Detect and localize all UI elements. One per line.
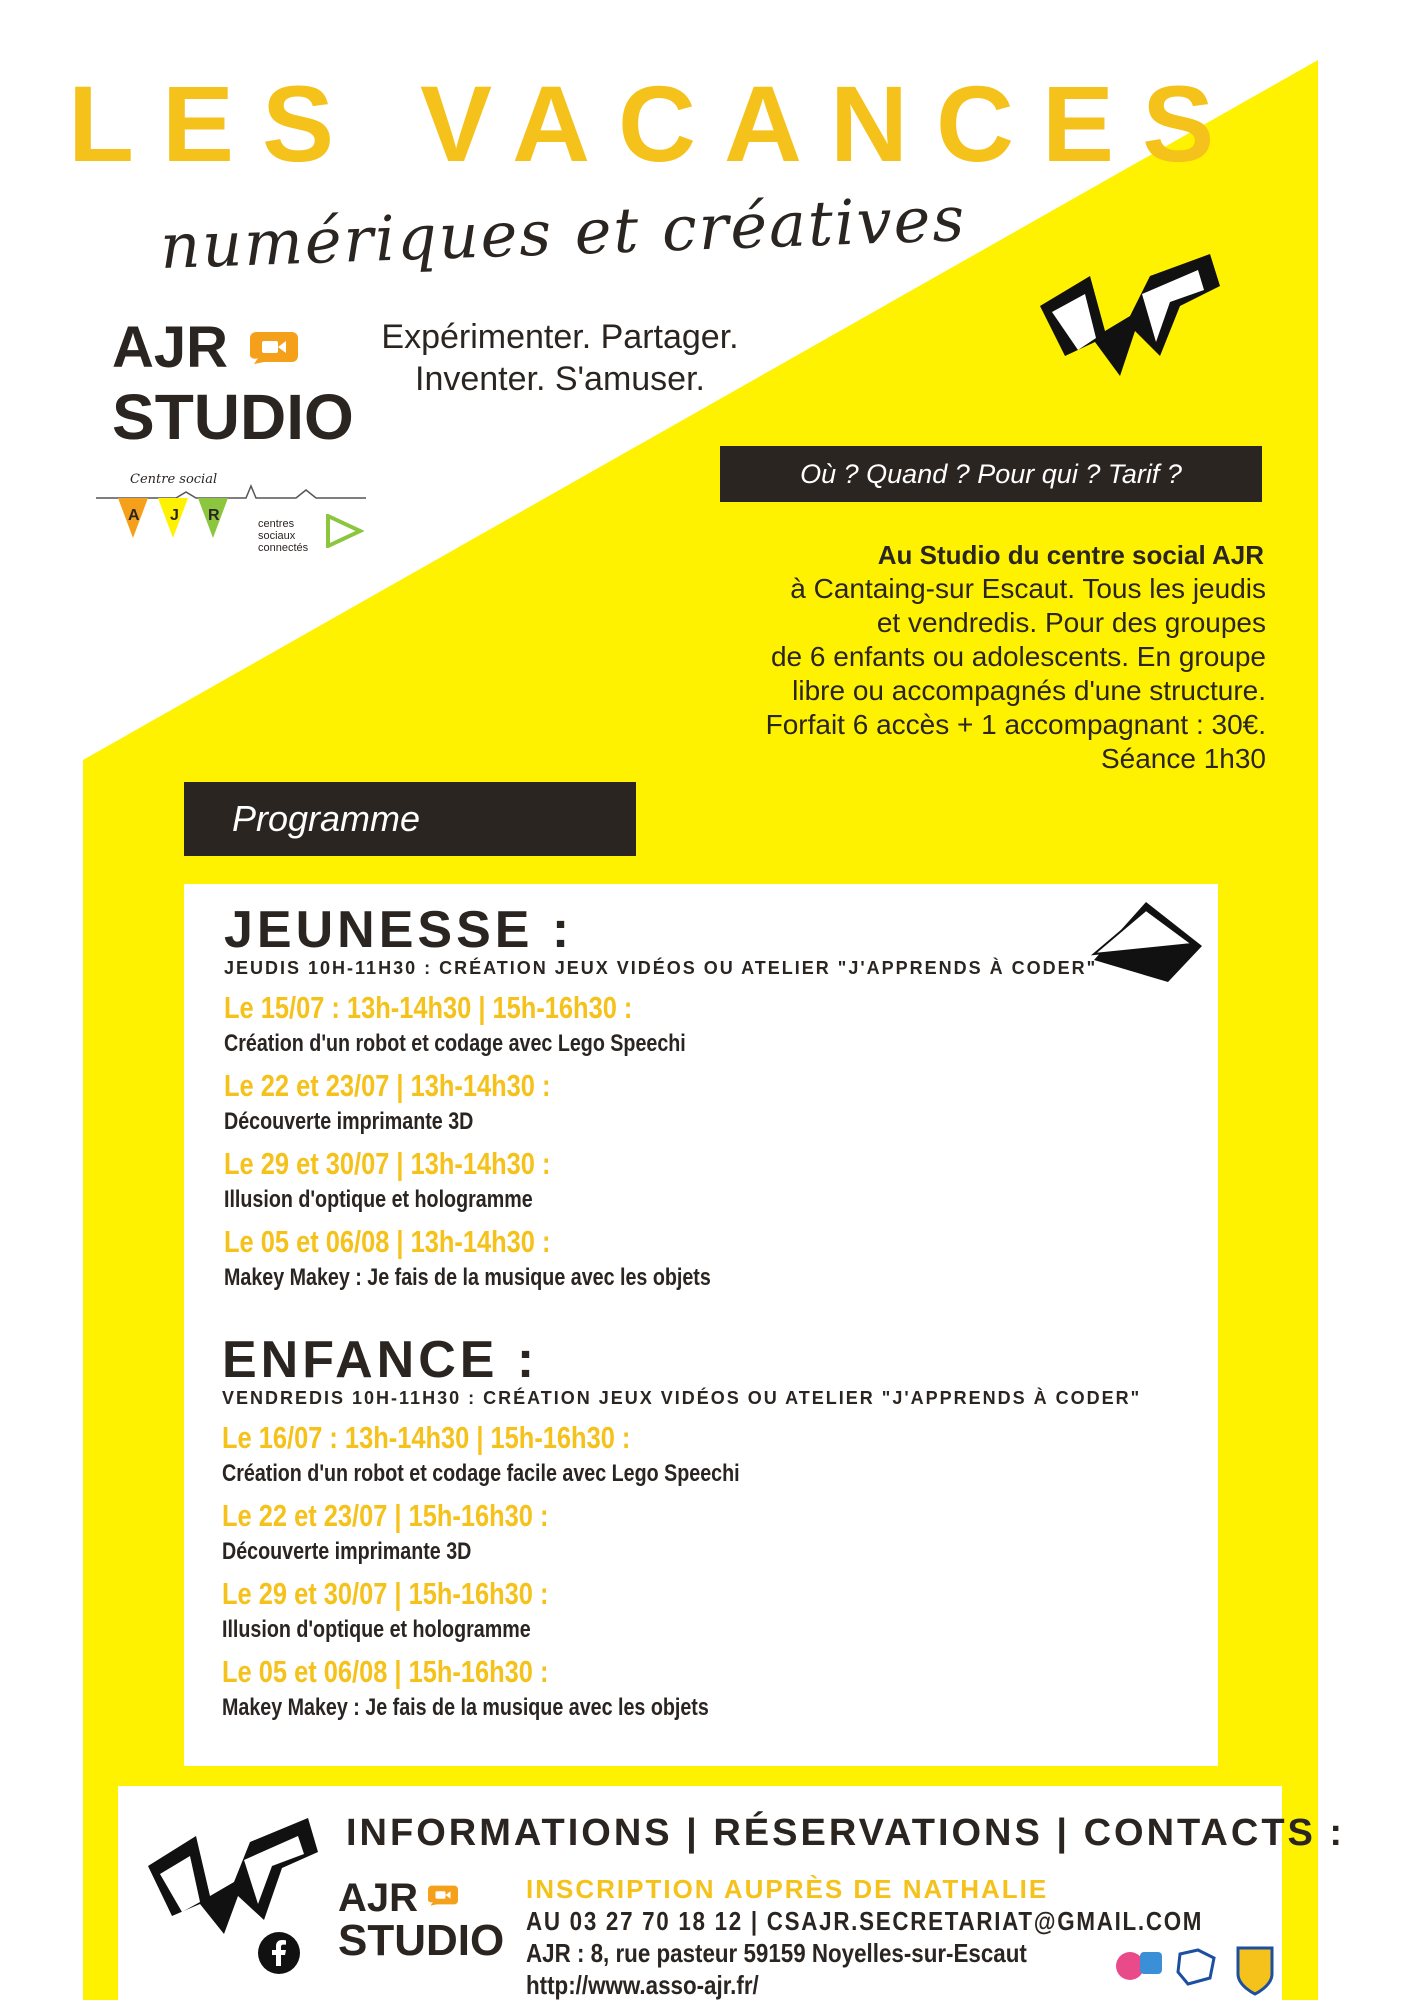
programme-panel [184, 884, 1218, 1766]
info-line: libre ou accompagnés d'une structure. [792, 675, 1266, 706]
svg-text:A: A [128, 507, 140, 524]
centres-sociaux-label: centres sociaux connectés [258, 518, 309, 554]
jeunesse-date: Le 29 et 30/07 | 13h-14h30 : [224, 1146, 551, 1181]
triangle-block-icon [1088, 898, 1204, 986]
enfance-desc: Illusion d'optique et hologramme [222, 1616, 531, 1643]
region-logo-icon [1178, 1950, 1214, 1984]
camera-bubble-icon [428, 1884, 458, 1906]
svg-text:J: J [170, 507, 179, 524]
footer-inscription: INSCRIPTION AUPRÈS DE NATHALIE [526, 1874, 1049, 1904]
jeunesse-date: Le 22 et 23/07 | 13h-14h30 : [224, 1068, 551, 1103]
info-line: et vendredis. Pour des groupes [876, 607, 1266, 638]
jeunesse-desc: Illusion d'optique et hologramme [224, 1186, 533, 1213]
page-subtitle: numériques et créatives [158, 181, 968, 284]
logo-ajr: AJR [112, 315, 229, 380]
info-line: Séance 1h30 [1100, 743, 1266, 774]
enfance-desc: Création d'un robot et codage facile avec Lego Speechi [222, 1460, 740, 1487]
partner-logos [1110, 1944, 1280, 1996]
programme-label: Programme [184, 782, 636, 856]
play-arrow-icon [324, 514, 364, 548]
jeunesse-desc: Makey Makey : Je fais de la musique avec les objets [224, 1264, 711, 1291]
enfance-date: Le 05 et 06/08 | 15h-16h30 : [222, 1654, 549, 1689]
centres-sociaux-logo [250, 510, 370, 558]
jeunesse-desc: Création d'un robot et codage avec Lego Speechi [224, 1030, 686, 1057]
enfance-heading: ENFANCE : [222, 1331, 539, 1389]
info-line: Forfait 6 accès + 1 accompagnant : 30€. [765, 709, 1266, 740]
info-heading: Au Studio du centre social AJR [877, 540, 1264, 570]
jeunesse-date: Le 05 et 06/08 | 13h-14h30 : [224, 1224, 551, 1259]
zigzag-block-icon [142, 1796, 322, 1936]
question-bar: Où ? Quand ? Pour qui ? Tarif ? [720, 446, 1262, 502]
info-text [626, 572, 1266, 776]
info-line: de 6 enfants ou adolescents. En groupe [770, 641, 1266, 672]
footer-title: INFORMATIONS | RÉSERVATIONS | CONTACTS : [346, 1812, 1346, 1854]
info-line: à Cantaing-sur Escaut. Tous les jeudis [790, 573, 1266, 604]
federation-logo-icon [1116, 1952, 1144, 1980]
zigzag-block-icon [1030, 246, 1230, 380]
enfance-date: Le 22 et 23/07 | 15h-16h30 : [222, 1498, 549, 1533]
tagline-line-1: Expérimenter. Partager. [381, 318, 739, 356]
logo-studio: STUDIO [112, 381, 354, 453]
enfance-subheading: VENDREDIS 10H-11H30 : CRÉATION JEUX VIDÉOS OU ATELIER "J'APPRENDS À CODER" [222, 1388, 1142, 1408]
footer-logo-studio: STUDIO [338, 1916, 505, 1965]
jeunesse-desc: Découverte imprimante 3D [224, 1108, 474, 1135]
tagline [360, 316, 760, 400]
footer-address: AJR : 8, rue pasteur 59159 Noyelles-sur-Escaut [526, 1938, 1027, 1968]
coat-of-arms-icon [1238, 1948, 1272, 1994]
facebook-icon[interactable] [258, 1932, 300, 1974]
enfance-desc: Découverte imprimante 3D [222, 1538, 472, 1565]
enfance-date: Le 16/07 : 13h-14h30 | 15h-16h30 : [222, 1420, 631, 1455]
tagline-line-2: Inventer. S'amuser. [415, 360, 705, 398]
footer-logo-ajr: AJR [338, 1876, 419, 1920]
jeunesse-subheading: JEUDIS 10H-11H30 : CRÉATION JEUX VIDÉOS OU ATELIER "J'APPRENDS À CODER" [224, 958, 1098, 978]
camera-bubble-icon [250, 330, 298, 364]
jeunesse-heading: JEUNESSE : [224, 901, 574, 959]
ajr-flags-icon [118, 498, 238, 544]
enfance-desc: Makey Makey : Je fais de la musique avec les objets [222, 1694, 709, 1721]
footer-website[interactable]: http://www.asso-ajr.fr/ [526, 1970, 759, 2000]
enfance-date: Le 29 et 30/07 | 15h-16h30 : [222, 1576, 549, 1611]
centre-social-label: Centre social [130, 472, 218, 487]
jeunesse-date: Le 15/07 : 13h-14h30 | 15h-16h30 : [224, 990, 633, 1025]
footer-phone-email[interactable]: AU 03 27 70 18 12 | CSAJR.SECRETARIAT@GMAIL.COM [526, 1906, 1204, 1936]
svg-text:R: R [208, 507, 220, 524]
page-title: LES VACANCES [68, 63, 1243, 184]
